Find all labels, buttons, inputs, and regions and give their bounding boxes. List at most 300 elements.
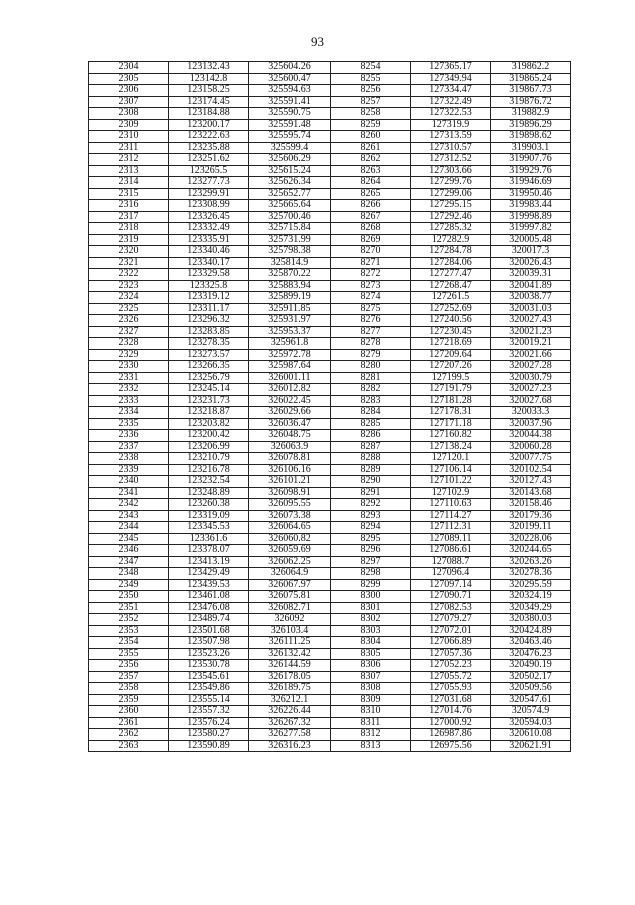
cell-x-coordinate: 123476.08: [169, 602, 249, 614]
table-row: [89, 96, 571, 108]
cell-y-coordinate-2: 320127.43: [491, 476, 571, 488]
cell-y-coordinate: 325911.85: [249, 303, 331, 315]
table-row: [89, 326, 571, 338]
table-row: [89, 407, 571, 419]
cell-y-coordinate-2: 320005.48: [491, 234, 571, 246]
table-row: [89, 73, 571, 85]
table-row: [89, 717, 571, 729]
cell-x-coordinate: 123184.88: [169, 108, 249, 120]
cell-x-coordinate-2: 127282.9: [411, 234, 491, 246]
cell-y-coordinate: 326048.75: [249, 430, 331, 442]
cell-y-coordinate: 326063.9: [249, 441, 331, 453]
table-row: [89, 683, 571, 695]
cell-y-coordinate: 326095.55: [249, 499, 331, 511]
cell-x-coordinate: 123361.6: [169, 533, 249, 545]
cell-x-coordinate-2: 127303.66: [411, 165, 491, 177]
cell-point-number: 2311: [89, 142, 169, 154]
cell-point-number: 2326: [89, 315, 169, 327]
table-row: [89, 165, 571, 177]
cell-y-coordinate-2: 319907.76: [491, 154, 571, 166]
cell-x-coordinate: 123200.42: [169, 430, 249, 442]
coordinates-table-body: [89, 62, 571, 752]
cell-y-coordinate: 326212.1: [249, 694, 331, 706]
cell-x-coordinate-2: 127066.89: [411, 637, 491, 649]
cell-y-coordinate-2: 319898.62: [491, 131, 571, 143]
cell-x-coordinate-2: 127114.27: [411, 510, 491, 522]
cell-point-number-2: 8296: [331, 545, 411, 557]
cell-point-number-2: 8290: [331, 476, 411, 488]
table-row: [89, 234, 571, 246]
cell-y-coordinate-2: 320490.19: [491, 660, 571, 672]
cell-x-coordinate-2: 127284.78: [411, 246, 491, 258]
cell-point-number-2: 8283: [331, 395, 411, 407]
cell-y-coordinate: 325604.26: [249, 62, 331, 74]
cell-point-number: 2327: [89, 326, 169, 338]
cell-point-number: 2318: [89, 223, 169, 235]
cell-point-number-2: 8310: [331, 706, 411, 718]
cell-y-coordinate: 326022.45: [249, 395, 331, 407]
cell-x-coordinate: 123507.98: [169, 637, 249, 649]
cell-y-coordinate: 325626.34: [249, 177, 331, 189]
table-row: [89, 499, 571, 511]
cell-point-number: 2359: [89, 694, 169, 706]
table-row: [89, 119, 571, 131]
cell-y-coordinate: 325599.4: [249, 142, 331, 154]
table-row: [89, 648, 571, 660]
cell-x-coordinate-2: 127096.4: [411, 568, 491, 580]
cell-x-coordinate: 123319.12: [169, 292, 249, 304]
cell-y-coordinate-2: 320060.28: [491, 441, 571, 453]
cell-x-coordinate-2: 127112.31: [411, 522, 491, 534]
cell-point-number-2: 8255: [331, 73, 411, 85]
cell-x-coordinate-2: 127322.49: [411, 96, 491, 108]
cell-y-coordinate: 326101.21: [249, 476, 331, 488]
cell-point-number-2: 8275: [331, 303, 411, 315]
cell-x-coordinate-2: 127299.06: [411, 188, 491, 200]
cell-y-coordinate: 326103.4: [249, 625, 331, 637]
table-row: [89, 671, 571, 683]
cell-x-coordinate: 123325.8: [169, 280, 249, 292]
cell-point-number: 2308: [89, 108, 169, 120]
cell-point-number-2: 8273: [331, 280, 411, 292]
table-row: [89, 418, 571, 430]
cell-x-coordinate: 123429.49: [169, 568, 249, 580]
cell-y-coordinate-2: 319876.72: [491, 96, 571, 108]
cell-x-coordinate-2: 126975.56: [411, 740, 491, 752]
table-row: [89, 740, 571, 752]
cell-x-coordinate: 123326.45: [169, 211, 249, 223]
cell-y-coordinate-2: 320263.26: [491, 556, 571, 568]
cell-y-coordinate-2: 319998.89: [491, 211, 571, 223]
cell-y-coordinate: 325931.97: [249, 315, 331, 327]
cell-y-coordinate: 326001.11: [249, 372, 331, 384]
table-row: [89, 694, 571, 706]
cell-y-coordinate-2: 320244.65: [491, 545, 571, 557]
cell-x-coordinate: 123319.09: [169, 510, 249, 522]
cell-point-number-2: 8289: [331, 464, 411, 476]
table-row: [89, 487, 571, 499]
cell-point-number-2: 8256: [331, 85, 411, 97]
cell-y-coordinate: 326064.9: [249, 568, 331, 580]
cell-x-coordinate: 123576.24: [169, 717, 249, 729]
cell-y-coordinate-2: 319950.46: [491, 188, 571, 200]
cell-point-number: 2312: [89, 154, 169, 166]
table-row: [89, 142, 571, 154]
cell-point-number: 2348: [89, 568, 169, 580]
cell-x-coordinate: 123413.19: [169, 556, 249, 568]
cell-x-coordinate: 123248.89: [169, 487, 249, 499]
cell-point-number: 2350: [89, 591, 169, 603]
table-row: [89, 269, 571, 281]
cell-x-coordinate-2: 127191.79: [411, 384, 491, 396]
table-row: [89, 108, 571, 120]
cell-y-coordinate-2: 320594.03: [491, 717, 571, 729]
table-row: [89, 223, 571, 235]
cell-y-coordinate-2: 320077.75: [491, 453, 571, 465]
cell-x-coordinate: 123501.68: [169, 625, 249, 637]
cell-x-coordinate-2: 127090.71: [411, 591, 491, 603]
cell-x-coordinate-2: 127160.82: [411, 430, 491, 442]
cell-x-coordinate-2: 127322.53: [411, 108, 491, 120]
cell-x-coordinate-2: 127218.69: [411, 338, 491, 350]
cell-y-coordinate-2: 319862.2: [491, 62, 571, 74]
table-row: [89, 430, 571, 442]
cell-y-coordinate-2: 320179.36: [491, 510, 571, 522]
cell-y-coordinate: 325814.9: [249, 257, 331, 269]
cell-x-coordinate-2: 127261.5: [411, 292, 491, 304]
cell-y-coordinate: 326073.38: [249, 510, 331, 522]
cell-point-number-2: 8276: [331, 315, 411, 327]
cell-point-number: 2329: [89, 349, 169, 361]
table-row: [89, 660, 571, 672]
cell-point-number-2: 8288: [331, 453, 411, 465]
cell-point-number-2: 8302: [331, 614, 411, 626]
cell-x-coordinate-2: 127138.24: [411, 441, 491, 453]
cell-point-number: 2341: [89, 487, 169, 499]
cell-x-coordinate-2: 127014.76: [411, 706, 491, 718]
cell-point-number: 2316: [89, 200, 169, 212]
cell-y-coordinate-2: 320017.3: [491, 246, 571, 258]
cell-x-coordinate: 123132.43: [169, 62, 249, 74]
cell-y-coordinate-2: 320027.23: [491, 384, 571, 396]
table-row: [89, 154, 571, 166]
cell-y-coordinate-2: 319929.76: [491, 165, 571, 177]
cell-y-coordinate-2: 320509.56: [491, 683, 571, 695]
cell-point-number-2: 8279: [331, 349, 411, 361]
cell-y-coordinate-2: 320295.59: [491, 579, 571, 591]
cell-y-coordinate-2: 320030.79: [491, 372, 571, 384]
cell-point-number: 2333: [89, 395, 169, 407]
cell-x-coordinate-2: 127299.76: [411, 177, 491, 189]
cell-point-number-2: 8303: [331, 625, 411, 637]
cell-point-number-2: 8309: [331, 694, 411, 706]
cell-x-coordinate: 123210.79: [169, 453, 249, 465]
cell-x-coordinate: 123523.26: [169, 648, 249, 660]
cell-y-coordinate-2: 320021.23: [491, 326, 571, 338]
cell-point-number-2: 8264: [331, 177, 411, 189]
cell-x-coordinate-2: 127334.47: [411, 85, 491, 97]
cell-point-number: 2344: [89, 522, 169, 534]
cell-point-number-2: 8274: [331, 292, 411, 304]
cell-y-coordinate: 325615.24: [249, 165, 331, 177]
cell-point-number: 2358: [89, 683, 169, 695]
cell-point-number: 2330: [89, 361, 169, 373]
cell-y-coordinate: 325798.38: [249, 246, 331, 258]
cell-x-coordinate-2: 127079.27: [411, 614, 491, 626]
table-row: [89, 211, 571, 223]
cell-y-coordinate: 325987.64: [249, 361, 331, 373]
cell-y-coordinate-2: 320324.19: [491, 591, 571, 603]
cell-y-coordinate: 326111.25: [249, 637, 331, 649]
cell-point-number-2: 8295: [331, 533, 411, 545]
table-row: [89, 292, 571, 304]
cell-x-coordinate: 123277.73: [169, 177, 249, 189]
cell-y-coordinate-2: 320349.29: [491, 602, 571, 614]
cell-point-number: 2347: [89, 556, 169, 568]
table-row: [89, 729, 571, 741]
cell-x-coordinate-2: 127209.64: [411, 349, 491, 361]
cell-point-number: 2363: [89, 740, 169, 752]
cell-y-coordinate: 326064.65: [249, 522, 331, 534]
cell-x-coordinate-2: 127120.1: [411, 453, 491, 465]
cell-x-coordinate-2: 127230.45: [411, 326, 491, 338]
cell-y-coordinate: 326178.05: [249, 671, 331, 683]
cell-x-coordinate-2: 127055.93: [411, 683, 491, 695]
cell-point-number: 2352: [89, 614, 169, 626]
cell-x-coordinate-2: 127052.23: [411, 660, 491, 672]
cell-point-number: 2317: [89, 211, 169, 223]
cell-point-number: 2349: [89, 579, 169, 591]
cell-point-number: 2320: [89, 246, 169, 258]
cell-y-coordinate: 326062.25: [249, 556, 331, 568]
cell-x-coordinate: 123439.53: [169, 579, 249, 591]
cell-point-number: 2346: [89, 545, 169, 557]
cell-y-coordinate: 325715.84: [249, 223, 331, 235]
cell-point-number-2: 8282: [331, 384, 411, 396]
cell-x-coordinate: 123335.91: [169, 234, 249, 246]
cell-x-coordinate: 123461.08: [169, 591, 249, 603]
cell-point-number: 2305: [89, 73, 169, 85]
cell-x-coordinate-2: 127292.46: [411, 211, 491, 223]
table-row: [89, 568, 571, 580]
cell-y-coordinate-2: 320038.77: [491, 292, 571, 304]
cell-point-number: 2306: [89, 85, 169, 97]
table-row: [89, 177, 571, 189]
cell-x-coordinate: 123378.07: [169, 545, 249, 557]
cell-y-coordinate-2: 319865.24: [491, 73, 571, 85]
cell-point-number: 2336: [89, 430, 169, 442]
table-row: [89, 372, 571, 384]
cell-y-coordinate-2: 320278.36: [491, 568, 571, 580]
cell-x-coordinate: 123332.49: [169, 223, 249, 235]
cell-y-coordinate: 325870.22: [249, 269, 331, 281]
cell-y-coordinate-2: 320037.96: [491, 418, 571, 430]
cell-x-coordinate-2: 127106.14: [411, 464, 491, 476]
cell-y-coordinate: 326277.58: [249, 729, 331, 741]
table-row: [89, 625, 571, 637]
cell-point-number: 2356: [89, 660, 169, 672]
cell-x-coordinate: 123308.99: [169, 200, 249, 212]
table-row: [89, 188, 571, 200]
cell-y-coordinate-2: 320547.61: [491, 694, 571, 706]
cell-y-coordinate-2: 320019.21: [491, 338, 571, 350]
cell-point-number: 2357: [89, 671, 169, 683]
cell-point-number-2: 8313: [331, 740, 411, 752]
cell-x-coordinate: 123283.85: [169, 326, 249, 338]
cell-x-coordinate-2: 127284.06: [411, 257, 491, 269]
cell-y-coordinate: 326059.69: [249, 545, 331, 557]
cell-x-coordinate: 123545.61: [169, 671, 249, 683]
table-row: [89, 131, 571, 143]
table-row: [89, 522, 571, 534]
cell-y-coordinate-2: 320021.66: [491, 349, 571, 361]
table-row: [89, 510, 571, 522]
cell-point-number-2: 8287: [331, 441, 411, 453]
cell-point-number: 2337: [89, 441, 169, 453]
cell-x-coordinate-2: 127057.36: [411, 648, 491, 660]
cell-y-coordinate: 326092: [249, 614, 331, 626]
cell-x-coordinate-2: 127089.11: [411, 533, 491, 545]
cell-point-number: 2322: [89, 269, 169, 281]
cell-x-coordinate: 123345.53: [169, 522, 249, 534]
cell-x-coordinate-2: 127086.61: [411, 545, 491, 557]
cell-y-coordinate: 326067.97: [249, 579, 331, 591]
cell-point-number: 2342: [89, 499, 169, 511]
cell-x-coordinate-2: 127088.7: [411, 556, 491, 568]
cell-x-coordinate-2: 127313.59: [411, 131, 491, 143]
cell-point-number: 2361: [89, 717, 169, 729]
cell-y-coordinate: 325595.74: [249, 131, 331, 143]
table-row: [89, 395, 571, 407]
cell-x-coordinate-2: 127171.18: [411, 418, 491, 430]
cell-x-coordinate: 123231.73: [169, 395, 249, 407]
cell-y-coordinate-2: 319946.69: [491, 177, 571, 189]
cell-x-coordinate: 123278.35: [169, 338, 249, 350]
cell-x-coordinate-2: 127207.26: [411, 361, 491, 373]
cell-y-coordinate-2: 320143.68: [491, 487, 571, 499]
cell-point-number-2: 8306: [331, 660, 411, 672]
cell-point-number-2: 8266: [331, 200, 411, 212]
cell-x-coordinate: 123158.25: [169, 85, 249, 97]
cell-x-coordinate: 123200.17: [169, 119, 249, 131]
cell-x-coordinate: 123340.17: [169, 257, 249, 269]
cell-point-number-2: 8308: [331, 683, 411, 695]
cell-point-number: 2309: [89, 119, 169, 131]
cell-point-number: 2319: [89, 234, 169, 246]
cell-x-coordinate: 123222.63: [169, 131, 249, 143]
cell-x-coordinate: 123218.87: [169, 407, 249, 419]
cell-point-number: 2332: [89, 384, 169, 396]
cell-x-coordinate-2: 127055.72: [411, 671, 491, 683]
cell-y-coordinate-2: 319903.1: [491, 142, 571, 154]
table-row: [89, 280, 571, 292]
cell-x-coordinate: 123256.79: [169, 372, 249, 384]
cell-y-coordinate: 326060.82: [249, 533, 331, 545]
cell-y-coordinate: 326132.42: [249, 648, 331, 660]
cell-y-coordinate-2: 320041.89: [491, 280, 571, 292]
cell-point-number-2: 8254: [331, 62, 411, 74]
cell-point-number-2: 8267: [331, 211, 411, 223]
table-row: [89, 579, 571, 591]
cell-point-number-2: 8263: [331, 165, 411, 177]
cell-point-number: 2334: [89, 407, 169, 419]
cell-y-coordinate: 325665.64: [249, 200, 331, 212]
cell-y-coordinate: 325591.41: [249, 96, 331, 108]
cell-y-coordinate-2: 320574.9: [491, 706, 571, 718]
cell-x-coordinate: 123549.86: [169, 683, 249, 695]
cell-x-coordinate-2: 127072.01: [411, 625, 491, 637]
cell-y-coordinate-2: 320027.43: [491, 315, 571, 327]
cell-point-number-2: 8258: [331, 108, 411, 120]
cell-y-coordinate: 326098.91: [249, 487, 331, 499]
cell-x-coordinate-2: 127000.92: [411, 717, 491, 729]
cell-point-number: 2338: [89, 453, 169, 465]
cell-x-coordinate-2: 127319.9: [411, 119, 491, 131]
table-row: [89, 464, 571, 476]
cell-point-number: 2360: [89, 706, 169, 718]
cell-x-coordinate-2: 127295.15: [411, 200, 491, 212]
cell-y-coordinate-2: 319997.82: [491, 223, 571, 235]
cell-y-coordinate: 325600.47: [249, 73, 331, 85]
table-row: [89, 614, 571, 626]
table-row: [89, 384, 571, 396]
table-row: [89, 349, 571, 361]
cell-point-number: 2345: [89, 533, 169, 545]
cell-y-coordinate-2: 320039.31: [491, 269, 571, 281]
cell-point-number: 2353: [89, 625, 169, 637]
table-row: [89, 246, 571, 258]
cell-y-coordinate-2: 320610.08: [491, 729, 571, 741]
cell-x-coordinate-2: 127031.68: [411, 694, 491, 706]
cell-point-number-2: 8291: [331, 487, 411, 499]
cell-x-coordinate-2: 127102.9: [411, 487, 491, 499]
cell-point-number-2: 8272: [331, 269, 411, 281]
cell-y-coordinate-2: 320621.91: [491, 740, 571, 752]
table-row: [89, 591, 571, 603]
table-row: [89, 533, 571, 545]
cell-y-coordinate: 325591.48: [249, 119, 331, 131]
cell-y-coordinate-2: 319882.9: [491, 108, 571, 120]
cell-x-coordinate-2: 127285.32: [411, 223, 491, 235]
table-row: [89, 637, 571, 649]
cell-point-number-2: 8260: [331, 131, 411, 143]
cell-point-number: 2321: [89, 257, 169, 269]
cell-point-number: 2335: [89, 418, 169, 430]
cell-x-coordinate-2: 127240.56: [411, 315, 491, 327]
cell-y-coordinate: 325606.29: [249, 154, 331, 166]
cell-point-number: 2328: [89, 338, 169, 350]
cell-point-number-2: 8304: [331, 637, 411, 649]
cell-y-coordinate-2: 320158.46: [491, 499, 571, 511]
cell-point-number-2: 8281: [331, 372, 411, 384]
cell-point-number-2: 8293: [331, 510, 411, 522]
cell-x-coordinate-2: 127310.57: [411, 142, 491, 154]
cell-point-number: 2304: [89, 62, 169, 74]
cell-x-coordinate: 123530.78: [169, 660, 249, 672]
cell-x-coordinate-2: 127101.22: [411, 476, 491, 488]
cell-point-number-2: 8269: [331, 234, 411, 246]
cell-x-coordinate-2: 126987.86: [411, 729, 491, 741]
cell-y-coordinate-2: 319867.73: [491, 85, 571, 97]
cell-y-coordinate-2: 320044.38: [491, 430, 571, 442]
cell-y-coordinate-2: 320031.03: [491, 303, 571, 315]
cell-y-coordinate: 326075.81: [249, 591, 331, 603]
cell-x-coordinate: 123489.74: [169, 614, 249, 626]
cell-y-coordinate: 325590.75: [249, 108, 331, 120]
cell-y-coordinate-2: 320199.11: [491, 522, 571, 534]
cell-x-coordinate-2: 127199.5: [411, 372, 491, 384]
cell-y-coordinate: 325883.94: [249, 280, 331, 292]
